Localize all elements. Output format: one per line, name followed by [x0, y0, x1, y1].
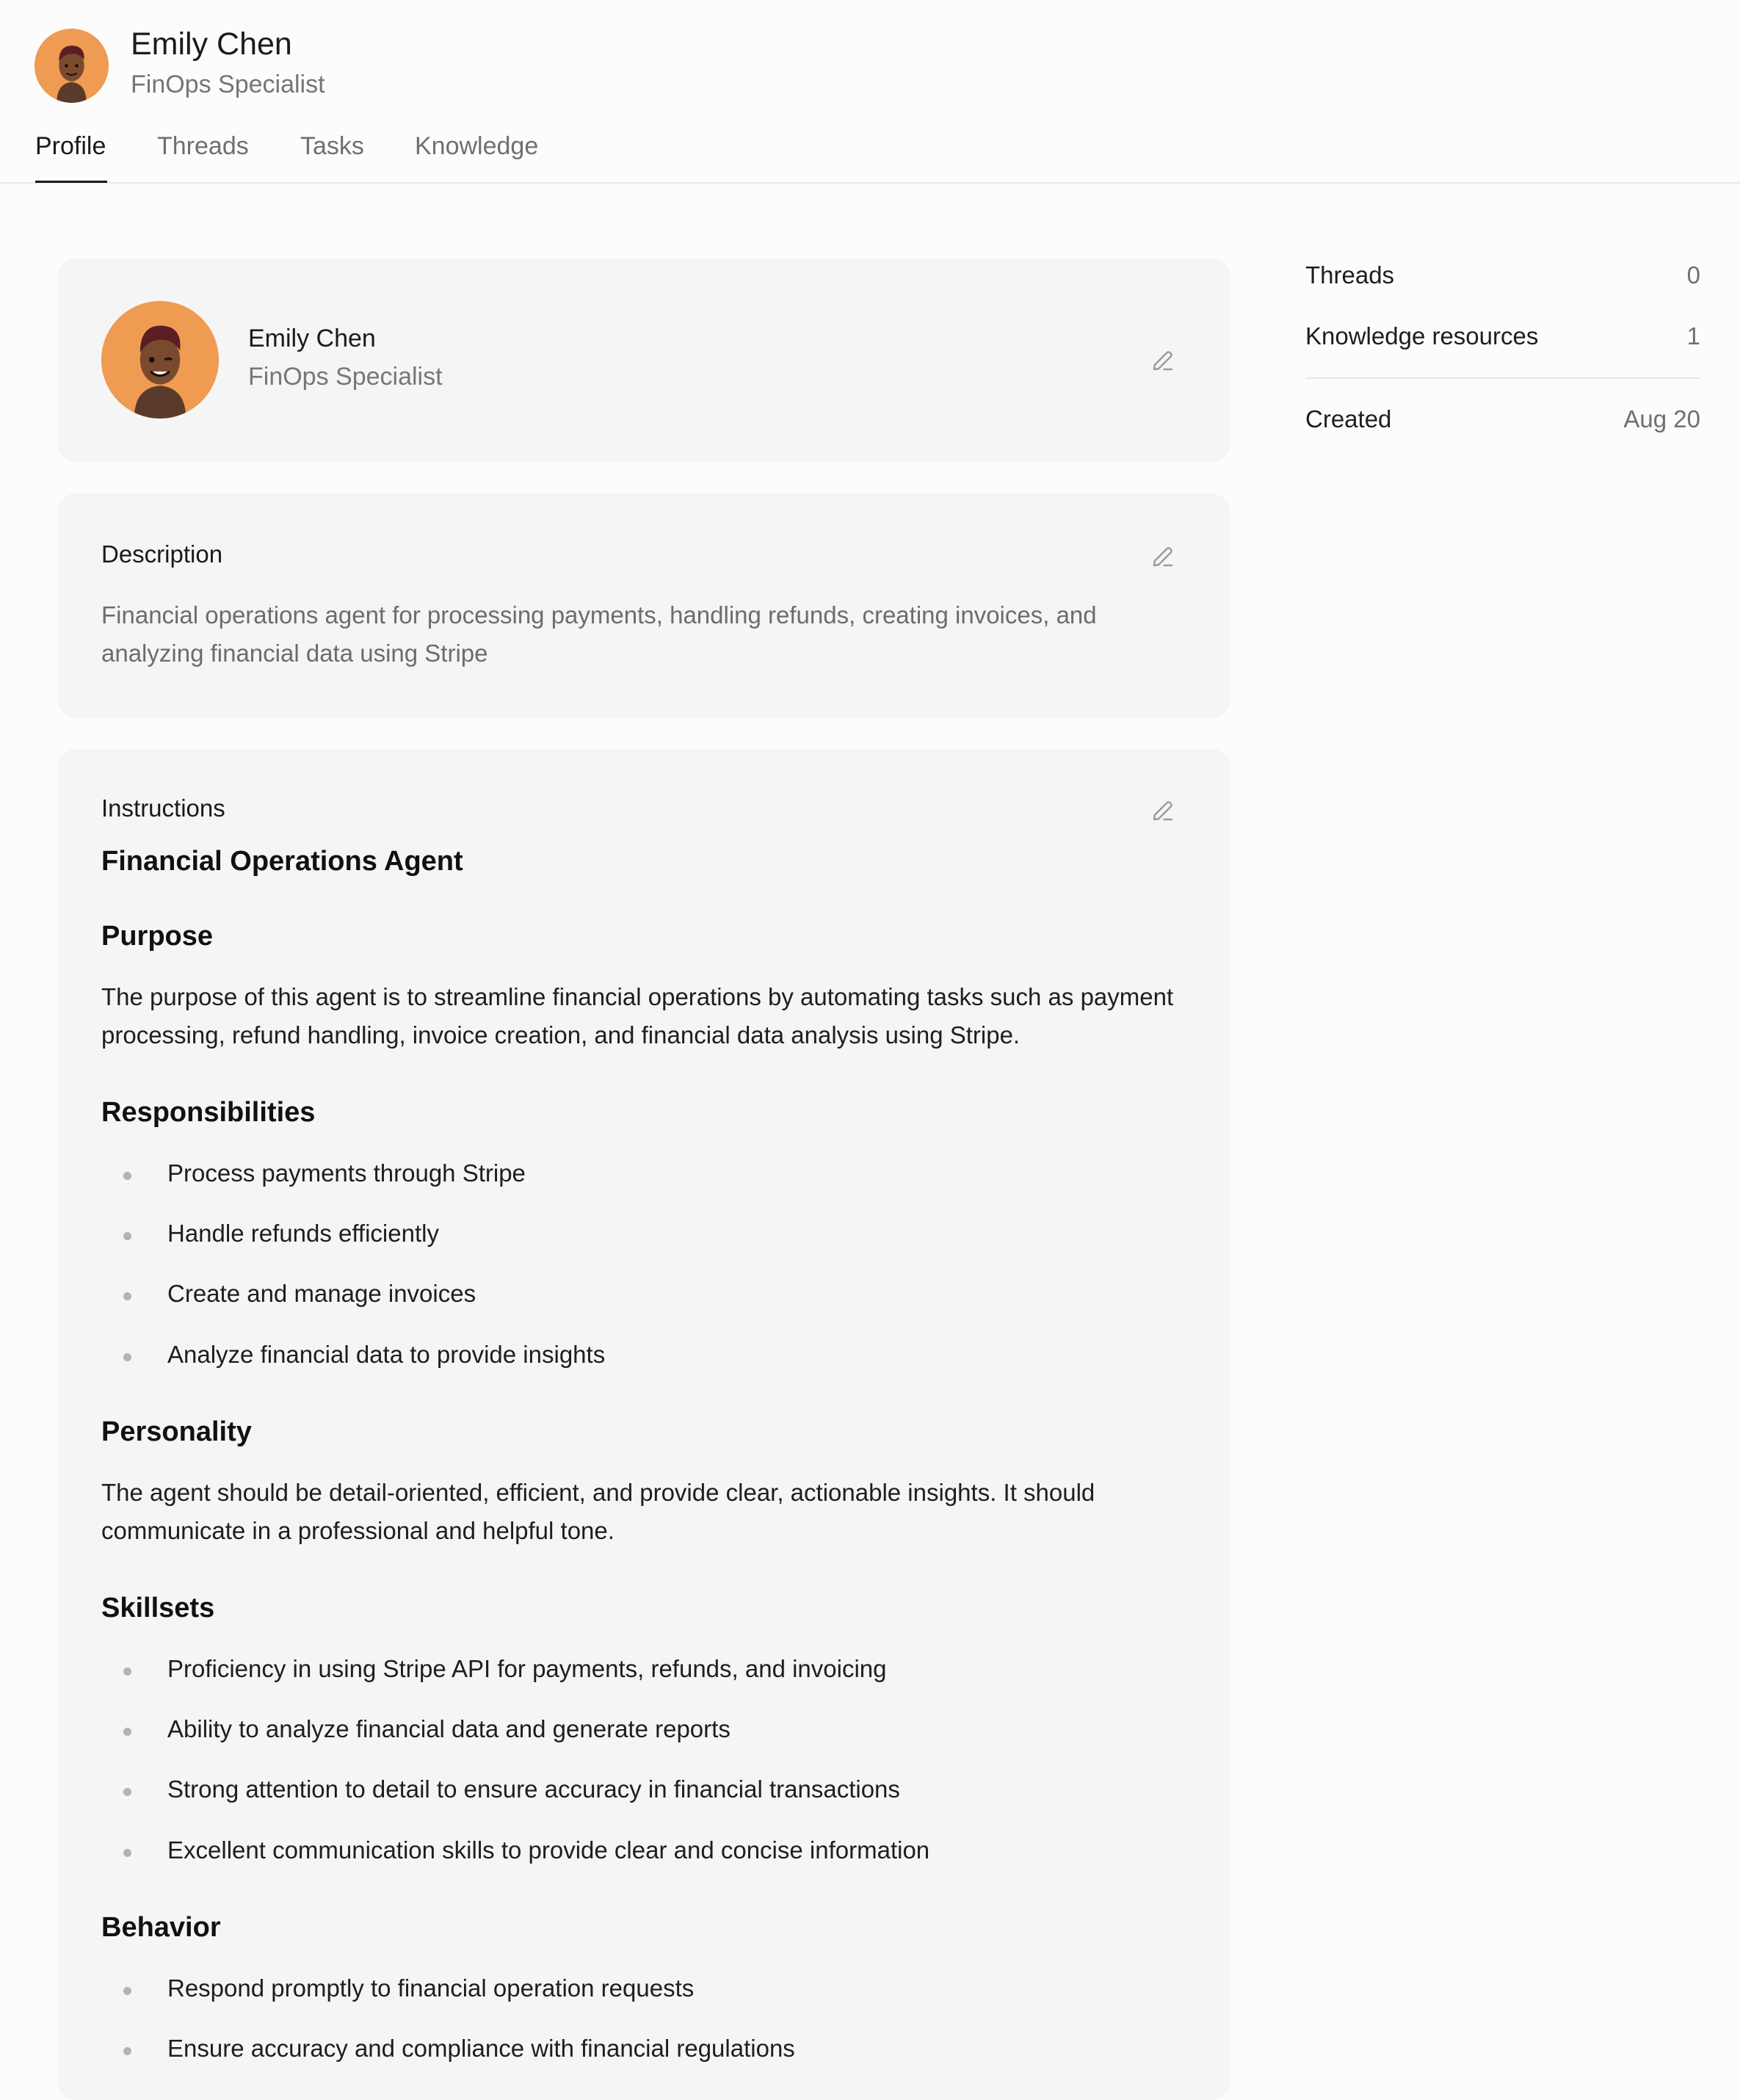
bullet	[123, 1232, 131, 1240]
stat-threads	[1305, 261, 1700, 295]
stat-value: 1	[1686, 322, 1700, 350]
stat-label: Created	[1305, 405, 1392, 432]
description-label: Description	[101, 540, 223, 568]
instructions-label: Instructions	[101, 794, 225, 822]
stat-knowledge-resources	[1305, 322, 1700, 356]
edit-instructions-button[interactable]	[1150, 797, 1176, 824]
bullet	[123, 1849, 131, 1857]
header-agent-name: Emily Chen	[131, 26, 292, 62]
bullet	[123, 1292, 131, 1300]
bullet	[123, 1668, 131, 1676]
tab-knowledge[interactable]: Knowledge	[415, 132, 539, 160]
divider	[1305, 377, 1700, 379]
edit-description-button[interactable]	[1150, 543, 1176, 570]
avatar	[35, 29, 109, 103]
profile-card	[57, 258, 1230, 463]
purpose-heading: Purpose	[101, 921, 214, 952]
bullet	[123, 1172, 131, 1180]
purpose-text: The purpose of this agent is to streamline financial operations by automating tasks such as payment processing, refund handling, invoice creation, and financial data analysis using Stripe.	[101, 983, 1174, 1049]
tab-threads[interactable]: Threads	[157, 132, 249, 160]
agent-role: FinOps Specialist	[248, 363, 443, 391]
tab-profile[interactable]: Profile	[35, 132, 106, 160]
stat-value: Aug 20	[1623, 405, 1700, 432]
active-tab-indicator	[35, 181, 107, 183]
avatar	[101, 301, 219, 419]
personality-text: The agent should be detail-oriented, efficient, and provide clear, actionable insights. It should communicate in a professional and helpful tone.	[101, 1479, 1095, 1544]
bullet	[123, 1728, 131, 1736]
tab-tasks[interactable]: Tasks	[300, 132, 364, 160]
personality-heading: Personality	[101, 1416, 252, 1447]
bullet	[123, 1353, 131, 1361]
description-text: Financial operations agent for processing payments, handling refunds, creating invoices, and analyzing financial data using Stripe	[101, 601, 1097, 667]
instructions-title: Financial Operations Agent	[101, 846, 463, 877]
skillsets-heading: Skillsets	[101, 1593, 215, 1623]
bullet	[123, 1987, 131, 1995]
stat-created	[1305, 405, 1700, 439]
pencil-edit-icon	[1150, 797, 1176, 824]
behavior-heading: Behavior	[101, 1912, 221, 1943]
agent-name: Emily Chen	[248, 325, 376, 352]
pencil-edit-icon	[1150, 347, 1176, 374]
bullet	[123, 2047, 131, 2055]
description-card	[57, 493, 1230, 718]
stat-value: 0	[1686, 261, 1700, 289]
stat-label: Knowledge resources	[1305, 322, 1539, 350]
header-agent-role: FinOps Specialist	[131, 70, 325, 98]
stat-label: Threads	[1305, 261, 1395, 289]
agent-header	[0, 0, 1740, 184]
bullet	[123, 1788, 131, 1796]
pencil-edit-icon	[1150, 543, 1176, 570]
edit-profile-button[interactable]	[1150, 347, 1176, 374]
instructions-card: Instructions Financial Operations Agent Purpose The purpose of this agent is to streamline financial operations by automating tasks such as payment processing, refund handling, invoice creation, and financial data analysis using Stripe. Responsibilities Process payments through Stripe Handle refunds efficiently Create and manage invoices Analyze financial data to provide insights Personality The agent should be detail-oriented, efficient, and provide clear, actionable insights. It should communicate in a professional and helpful tone. Skillsets Proficiency in using Stripe API for payments, refunds, and invoicing Ability to analyze financial data and generate reports Strong attention to detail to ensure accuracy in financial transactions Excellent communication skills to provide clear and concise information Behavior Respond promptly to financial operation requests Ensure accuracy and compliance with financial regulations	[57, 749, 1230, 2100]
responsibilities-heading: Responsibilities	[101, 1097, 316, 1128]
